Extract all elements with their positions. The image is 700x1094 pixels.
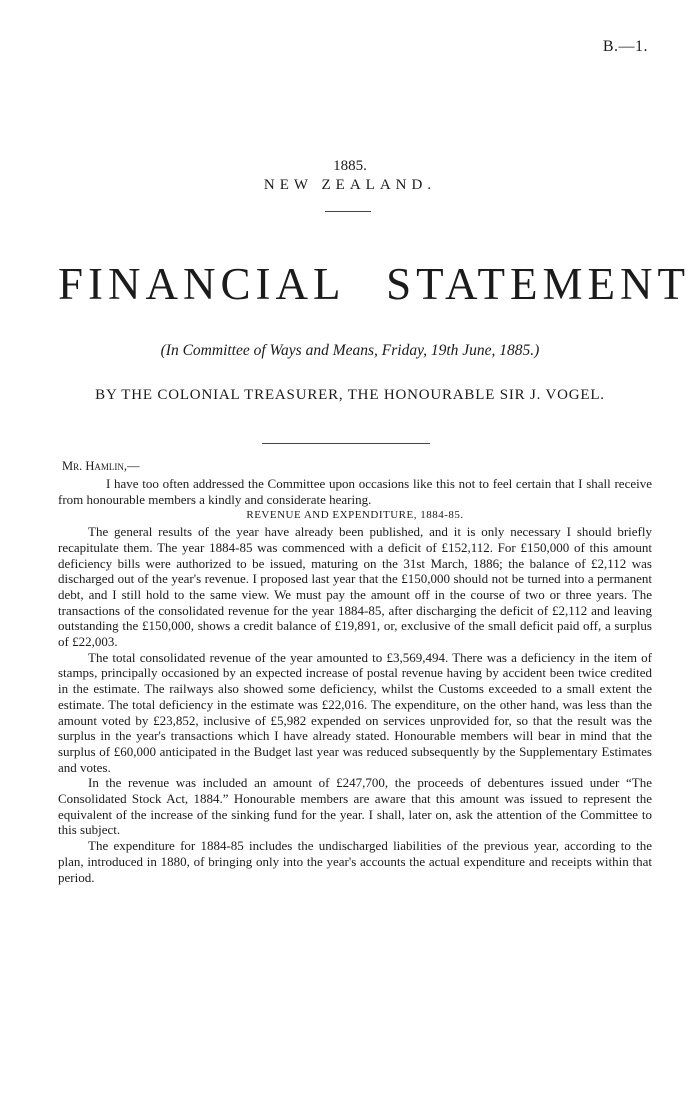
long-divider — [262, 443, 430, 444]
paragraph: In the revenue was included an amount of £247,700, the proceeds of debentures issued under “The Consolidated Stock Act, 1884.” Honourable members are aware that this amount was issued to represent the equivalent of the increase of the sinking fund for the year. I shall, later on, ask the attention of the Committee to this subject. — [58, 775, 652, 838]
opening-paragraph: I have too often addressed the Committee upon occasions like this not to feel certain that I shall receive from honourable members a kindly and considerate hearing. — [58, 476, 652, 507]
section-heading: REVENUE AND EXPENDITURE, 1884-85. — [246, 509, 464, 522]
short-divider — [325, 211, 371, 212]
paragraph: The total consolidated revenue of the year amounted to £3,569,494. There was a deficiency in the item of stamps, principally occasioned by an expected increase of postal revenue having by accident been twice credited in the estimate. The railways also showed some deficiency, whilst the Customs exceeded to a small extent the estimate. The total deficiency in the estimate was £22,016. The expenditure, on the other hand, was less than the amount voted by £23,852, inclusive of £5,982 expended on services unprovided for, so that the result was the surplus in the year's transactions which I have already stated. Honourable members will bear in mind that the surplus of £60,000 anticipated in the Budget last year was reduced subsequently by the Supplementary Estimates and votes. — [58, 649, 652, 775]
paragraph: The general results of the year have already been published, and it is only necessary I should briefly recapitulate them. The year 1884-85 was commenced with a deficit of £152,112. For £150,000 of this amount deficiency bills were authorized to be issued, maturing on the 31st March, 1886; the balance of £2,112 was discharged out of the year's revenue. I proposed last year that the £150,000 should not be turned into a permanent debt, and I still hold to the same view. We must pay the amount off in the course of two or three years. The transactions of the consolidated revenue for the year 1884-85, after discharging the deficit of £2,112 and leaving outstanding the £150,000, shows a credit balance of £19,891, or, exclusive of the small deficit paid off, a surplus of £22,003. — [58, 524, 652, 650]
document-subtitle: (In Committee of Ways and Means, Friday, 19th June, 1885.) — [160, 342, 540, 359]
salutation: Mr. Hamlin,— — [62, 459, 140, 473]
country-name: NEW ZEALAND. — [263, 177, 437, 193]
document-title: FINANCIAL STATEMENT — [58, 259, 690, 309]
speech-body — [58, 476, 652, 885]
year: 1885. — [333, 158, 367, 174]
paragraph: The expenditure for 1884-85 includes the undischarged liabilities of the previous year, according to the plan, introduced in 1880, of bringing only into the year's accounts the actual expenditure and receipts within that period. — [58, 838, 652, 885]
byline: BY THE COLONIAL TREASURER, THE HONOURABLE SIR J. VOGEL. — [95, 387, 605, 403]
page-reference: B.—1. — [602, 38, 648, 55]
